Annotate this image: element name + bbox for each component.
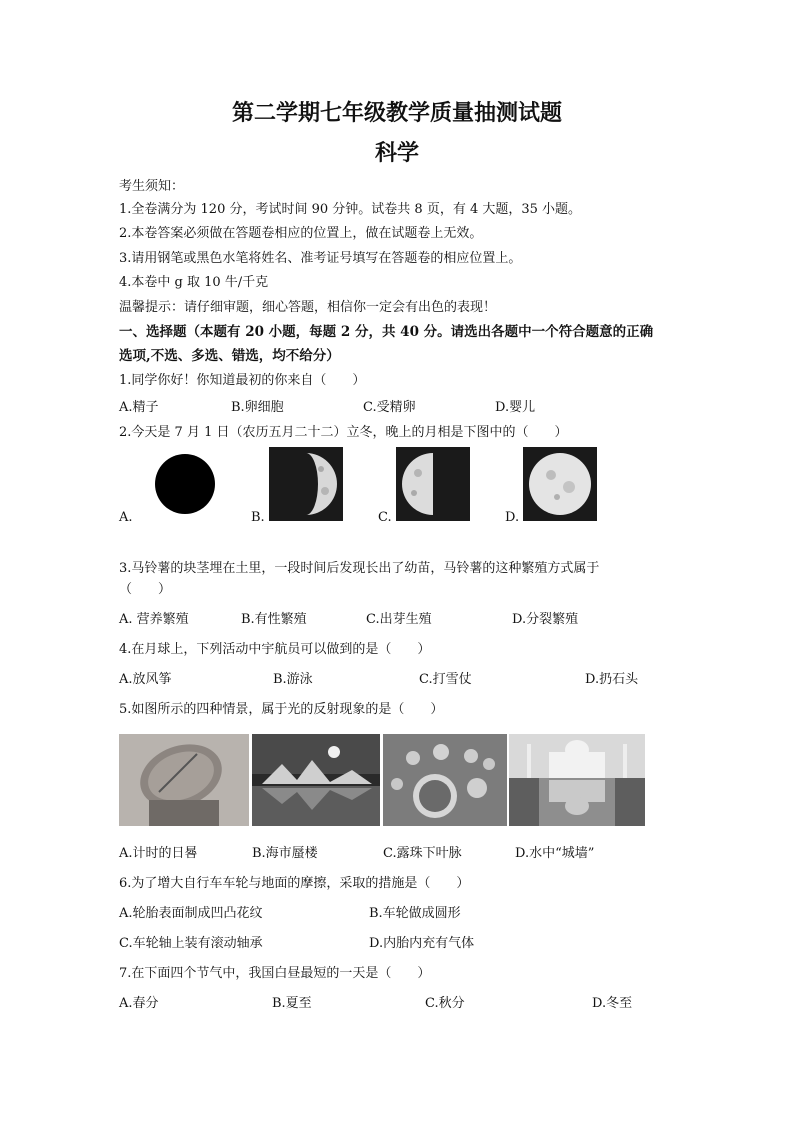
q1-option-b[interactable]: B.卵细胞	[231, 400, 284, 415]
q6-option-c[interactable]: C.车轮轴上装有滚动轴承	[119, 936, 263, 951]
warm-tip: 温馨提示：请仔细审题，细心答题，相信你一定会有出色的表现！	[119, 300, 497, 315]
notice-item-4: 4.本卷中 g 取 10 牛/千克	[119, 275, 269, 290]
section-heading-line1: 一、选择题（本题有 20 小题，每题 2 分，共 40 分。请选出各题中一个符合题意的正确	[119, 324, 654, 340]
q5-option-d[interactable]: D.水中“城墙”	[515, 846, 595, 861]
q6-option-d[interactable]: D.内胎内充有气体	[369, 936, 475, 951]
q7-option-d[interactable]: D.冬至	[592, 996, 633, 1011]
q2-option-b[interactable]: B.	[251, 510, 265, 525]
q6-option-a[interactable]: A.轮胎表面制成凹凸花纹	[119, 906, 263, 921]
q2-option-d[interactable]: D.	[505, 510, 520, 525]
question-5: 5.如图所示的四种情景，属于光的反射现象的是（ ）	[119, 702, 444, 717]
q7-option-b[interactable]: B.夏至	[272, 996, 312, 1011]
q3-option-d[interactable]: D.分裂繁殖	[512, 612, 579, 627]
question-6: 6.为了增大自行车车轮与地面的摩擦，采取的措施是（ ）	[119, 876, 470, 891]
section-heading-line2: 选项,不选、多选、错选，均不给分）	[119, 348, 340, 364]
sundial-photo	[119, 734, 249, 826]
notice-item-3: 3.请用钢笔或黑色水笔将姓名、准考证号填写在答题卷的相应位置上。	[119, 251, 522, 266]
question-1: 1.同学你好！你知道最初的你来自（ ）	[119, 373, 366, 388]
exam-subject: 科学	[374, 140, 419, 166]
q7-option-c[interactable]: C.秋分	[425, 996, 465, 1011]
question-3: 3.马铃薯的块茎埋在土里，一段时间后发现长出了幼苗，马铃薯的这种繁殖方式属于	[119, 561, 600, 576]
q2-option-a[interactable]: A.	[119, 510, 133, 525]
question-3-bracket: （ ）	[119, 582, 172, 597]
q4-option-b[interactable]: B.游泳	[273, 672, 313, 687]
q1-option-d[interactable]: D.婴儿	[495, 400, 536, 415]
new-moon-image	[153, 452, 217, 516]
q6-option-b[interactable]: B.车轮做成圆形	[369, 906, 461, 921]
q5-option-b[interactable]: B.海市蜃楼	[252, 846, 318, 861]
q3-option-c[interactable]: C.出芽生殖	[366, 612, 432, 627]
notice-item-1: 1.全卷满分为 120 分，考试时间 90 分钟。试卷共 8 页，有 4 大题，35 小题。	[119, 202, 582, 217]
notice-heading: 考生须知：	[119, 179, 185, 194]
water-reflection-photo	[509, 734, 645, 826]
q5-option-a[interactable]: A.计时的日晷	[119, 846, 198, 861]
mirage-photo	[252, 734, 380, 826]
question-2: 2.今天是 7 月 1 日（农历五月二十二）立冬，晚上的月相是下图中的（ ）	[119, 425, 568, 440]
full-moon-image	[523, 447, 597, 521]
q1-option-a[interactable]: A.精子	[119, 400, 159, 415]
dewdrop-leaf-photo	[383, 734, 507, 826]
q4-option-c[interactable]: C.打雪仗	[419, 672, 472, 687]
q3-option-a[interactable]: A. 营养繁殖	[119, 612, 189, 627]
exam-title: 第二学期七年级教学质量抽测试题	[231, 100, 562, 126]
q7-option-a[interactable]: A.春分	[119, 996, 159, 1011]
q4-option-d[interactable]: D.扔石头	[585, 672, 639, 687]
waxing-moon-image	[269, 447, 343, 521]
notice-item-2: 2.本卷答案必须做在答题卷相应的位置上，做在试题卷上无效。	[119, 226, 483, 241]
first-quarter-moon-image	[396, 447, 470, 521]
q2-option-c[interactable]: C.	[378, 510, 392, 525]
q4-option-a[interactable]: A.放风筝	[119, 672, 172, 687]
question-7: 7.在下面四个节气中，我国白昼最短的一天是（ ）	[119, 966, 431, 981]
question-4: 4.在月球上，下列活动中宇航员可以做到的是（ ）	[119, 642, 431, 657]
q5-option-c[interactable]: C.露珠下叶脉	[383, 846, 462, 861]
q3-option-b[interactable]: B.有性繁殖	[241, 612, 307, 627]
q1-option-c[interactable]: C.受精卵	[363, 400, 416, 415]
